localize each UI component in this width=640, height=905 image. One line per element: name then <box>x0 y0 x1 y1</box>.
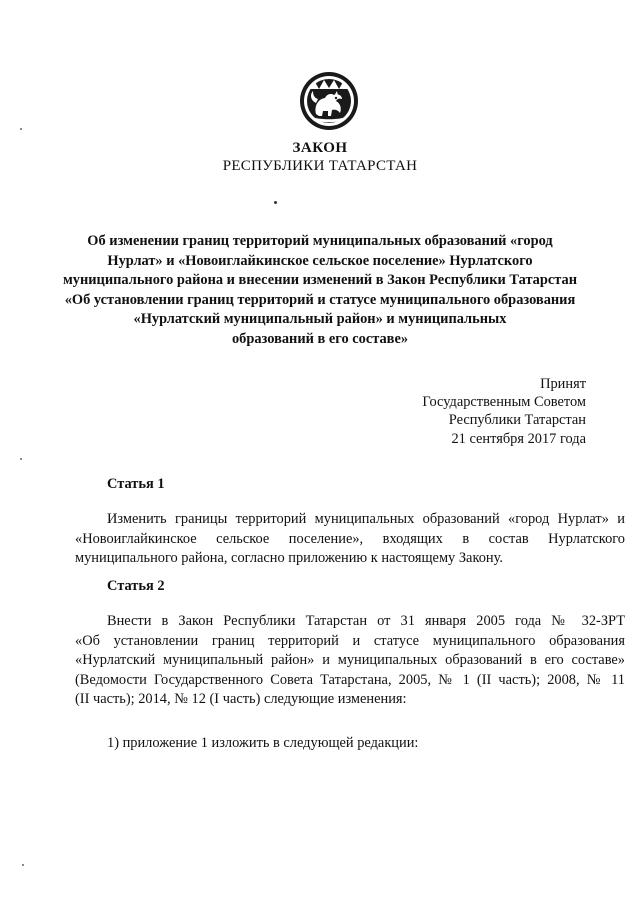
article-1-line: «Новоиглайкинское сельское поселение», входящих в состав Нурлатского <box>75 530 625 547</box>
law-heading <box>52 232 588 349</box>
article-2-line: Внести в Закон Республики Татарстан от 31 января 2005 года № 32-ЗРТ <box>107 613 625 629</box>
law-heading-line: «Об установлении границ территорий и статусе муниципального образования <box>64 291 576 308</box>
document-type-title: ЗАКОН <box>292 140 348 156</box>
article-2-text <box>75 612 625 710</box>
article-2-title: Статья 2 <box>107 578 165 594</box>
scan-speck <box>22 864 24 866</box>
amendment-item-1: 1) приложение 1 изложить в следующей редакции: <box>107 735 419 751</box>
adoption-date: 21 сентября 2017 года <box>451 430 586 447</box>
adoption-block <box>422 375 586 448</box>
adoption-line: Государственным Советом <box>422 394 586 411</box>
article-2-line: «Об установлении границ территорий и статусе муниципального образования <box>75 632 625 649</box>
coat-of-arms-emblem-icon <box>298 70 360 132</box>
adoption-line: Принят <box>540 376 586 392</box>
article-1-title: Статья 1 <box>107 476 165 492</box>
law-heading-line: Об изменении границ территорий муниципальных образований «город <box>87 233 553 249</box>
law-heading-line: образований в его составе» <box>231 330 409 347</box>
article-1-text <box>75 510 625 569</box>
article-2-line: (Ведомости Государственного Совета Татарстана, 2005, № 1 (II часть); 2008, № 11 <box>75 671 625 688</box>
article-2-line: «Нурлатский муниципальный район» и муниципальных образований в его составе» <box>75 652 625 669</box>
law-heading-line: Нурлат» и «Новоиглайкинское сельское поселение» Нурлатского <box>107 252 533 269</box>
law-heading-line: «Нурлатский муниципальный район» и муниципальных <box>133 311 507 327</box>
article-1-line: Изменить границы территорий муниципальных образований «город Нурлат» и <box>107 511 625 527</box>
scan-speck <box>20 458 22 460</box>
issuer-title: РЕСПУБЛИКИ ТАТАРСТАН <box>222 158 418 174</box>
article-2-line: (II часть); 2014, № 12 (I часть) следующие изменения: <box>75 691 407 708</box>
article-1-line: муниципального района, согласно приложению к настоящему Закону. <box>75 550 503 567</box>
scan-speck <box>274 201 277 204</box>
law-heading-line: муниципального района и внесении изменений в Закон Республики Татарстан <box>62 272 578 288</box>
scan-speck <box>20 128 22 130</box>
adoption-line: Республики Татарстан <box>448 412 586 429</box>
